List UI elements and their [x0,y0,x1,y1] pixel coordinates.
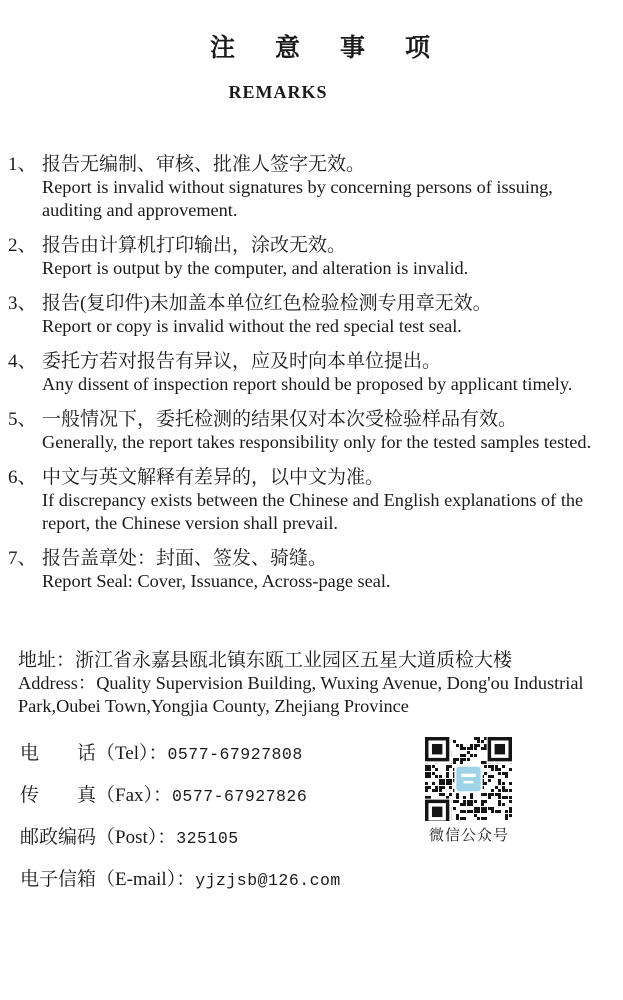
remark-item-5 [8,408,623,454]
remark-en: Report is output by the computer, and alteration is invalid. [42,258,469,278]
remark-text [42,466,598,535]
post-value: 325105 [176,829,239,848]
remark-en: Any dissent of inspection report should be proposed by applicant timely. [42,374,573,394]
email-value: yjzjsb@126.com [195,871,341,890]
fax-value: 0577-67927826 [172,787,308,806]
wechat-qr-code [425,737,512,821]
address-en: Address：Quality Supervision Building, Wuxing Avenue, Dong'ou Industrial Park,Oubei Town,Yongjia County, Zhejiang Province [18,673,584,716]
remark-item-1 [8,153,623,222]
contact-row-fax [20,784,623,807]
remark-item-7 [8,547,623,593]
address-cn: 地址：浙江省永嘉县瓯北镇东瓯工业园区五星大道质检大楼 [18,650,513,671]
contact-block [20,742,623,891]
remark-cn: 中文与英文解释有差异的，以中文为准。 [42,467,385,488]
tel-value: 0577-67927808 [167,745,303,764]
fax-label: 传 真（Fax）： [20,785,173,806]
wechat-qr-block [425,737,513,845]
contact-row-email [20,868,623,891]
remark-number: 6、 [8,467,37,488]
remark-text [42,350,598,396]
wechat-qr-caption: 微信公众号 [428,828,509,844]
remark-cn: 报告盖章处：封面、签发、骑缝。 [42,548,328,569]
remark-number: 5、 [8,409,37,430]
email-label: 电子信箱（E-mail）： [20,869,196,890]
remark-number: 2、 [8,235,37,256]
remark-item-2 [8,234,623,280]
remark-item-6 [8,466,623,535]
remark-en: Generally, the report takes responsibility only for the tested samples tested. [42,432,592,452]
remark-text [42,408,598,454]
remark-cn: 一般情况下，委托检测的结果仅对本次受检验样品有效。 [42,409,518,430]
remark-text [42,234,598,280]
post-label: 邮政编码（Post）： [20,827,177,848]
remark-en: Report Seal: Cover, Issuance, Across-page seal. [42,571,391,591]
contact-row-tel [20,742,623,765]
remarks-list [8,153,623,593]
remark-text [42,153,598,222]
page-title-en: REMARKS [228,82,328,102]
contact-row-post [20,826,623,849]
remark-cn: 报告无编制、审核、批准人签字无效。 [42,154,366,175]
remark-en: Report or copy is invalid without the red special test seal. [42,316,462,336]
page-title-cn: 注意事项 [209,35,470,62]
remark-en: Report is invalid without signatures by concerning persons of issuing, auditing and approvement. [42,177,553,220]
remark-cn: 报告(复印件)未加盖本单位红色检验检测专用章无效。 [42,293,492,314]
tel-label: 电 话（Tel）： [20,743,168,764]
address-block [18,649,584,718]
remark-number: 3、 [8,293,37,314]
remark-item-4 [8,350,623,396]
remark-cn: 报告由计算机打印输出，涂改无效。 [42,235,347,256]
remark-text [42,547,598,593]
remark-text [42,292,598,338]
remark-number: 7、 [8,548,37,569]
remark-item-3 [8,292,623,338]
remark-cn: 委托方若对报告有异议，应及时向本单位提出。 [42,351,442,372]
remark-number: 4、 [8,351,37,372]
remark-number: 1、 [8,154,37,175]
remark-en: If discrepancy exists between the Chinese and English explanations of the report, the Chinese version shall prevail. [42,490,584,533]
